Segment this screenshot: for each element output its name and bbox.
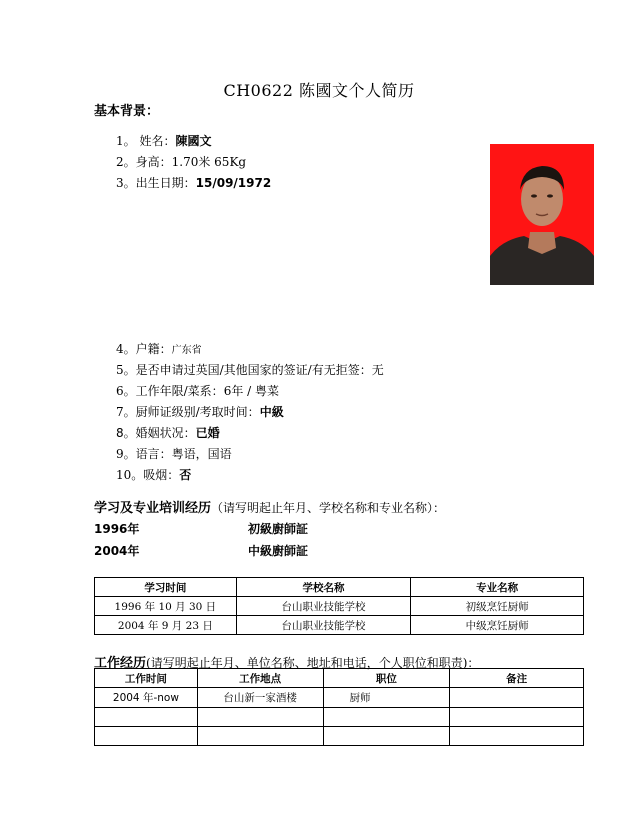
- training-table: [94, 577, 584, 635]
- table-cell: [197, 727, 323, 746]
- table-row: [95, 708, 584, 727]
- training-cert-1: 初級廚師証: [248, 522, 309, 536]
- info-residence: 4。户籍：广东省: [116, 342, 202, 356]
- training-year-2: 2004年: [94, 544, 140, 558]
- basic-heading: 基本背景：: [94, 104, 160, 119]
- table-row: [95, 616, 584, 635]
- table-cell: 台山职业技能学校: [236, 597, 411, 616]
- training-year-1: 1996年: [94, 522, 140, 536]
- column-header: 学习时间: [95, 578, 237, 597]
- column-header: 专业名称: [411, 578, 584, 597]
- table-cell: [95, 708, 198, 727]
- table-cell: [197, 708, 323, 727]
- info-smoking: 10。吸烟：否: [116, 468, 192, 482]
- table-cell: 初级烹饪厨师: [411, 597, 584, 616]
- table-cell: 厨师: [323, 688, 450, 708]
- table-cell: 1996 年 10 月 30 日: [95, 597, 237, 616]
- info-name: 1。 姓名：陳國文: [116, 134, 212, 148]
- info-height: 2。身高：1.70米 65Kg: [116, 155, 247, 169]
- table-cell: 2004 年 9 月 23 日: [95, 616, 237, 635]
- portrait-photo-icon: [490, 144, 594, 285]
- work-table: [94, 668, 584, 746]
- table-cell: 台山新一家酒楼: [197, 688, 323, 708]
- table-cell: [323, 727, 450, 746]
- table-row: [95, 688, 584, 708]
- column-header: 备注: [450, 669, 584, 688]
- info-birthdate: 3。出生日期：15/09/1972: [116, 176, 272, 190]
- info-language: 9。语言：粤语，国语: [116, 447, 232, 461]
- table-cell: 中级烹饪厨师: [411, 616, 584, 635]
- work-heading: 工作经历(请写明起止年月、单位名称、地址和电话，个人职位和职责)：: [94, 656, 480, 671]
- table-cell: [450, 727, 584, 746]
- info-chef-cert: 7。厨师证级别/考取时间：中級: [116, 405, 284, 419]
- table-cell: 2004 年-now: [95, 688, 198, 708]
- info-visa: 5。是否申请过英国/其他国家的签证/有无拒签：无: [116, 363, 384, 377]
- table-cell: [450, 688, 584, 708]
- table-row: [95, 727, 584, 746]
- training-heading: 学习及专业培训经历（请写明起止年月、学校名称和专业名称）：: [94, 501, 446, 516]
- table-header-row: [95, 578, 584, 597]
- column-header: 学校名称: [236, 578, 411, 597]
- table-cell: [450, 708, 584, 727]
- table-cell: [95, 727, 198, 746]
- column-header: 工作地点: [197, 669, 323, 688]
- table-row: [95, 597, 584, 616]
- info-experience: 6。工作年限/菜系：6年 / 粤菜: [116, 384, 279, 398]
- training-cert-2: 中級廚師証: [248, 544, 309, 558]
- table-cell: 台山职业技能学校: [236, 616, 411, 635]
- page-title: CH0622 陈國文个人简历: [223, 81, 415, 100]
- table-cell: [323, 708, 450, 727]
- column-header: 职位: [323, 669, 450, 688]
- table-header-row: [95, 669, 584, 688]
- column-header: 工作时间: [95, 669, 198, 688]
- info-marital: 8。婚姻状况：已婚: [116, 426, 220, 440]
